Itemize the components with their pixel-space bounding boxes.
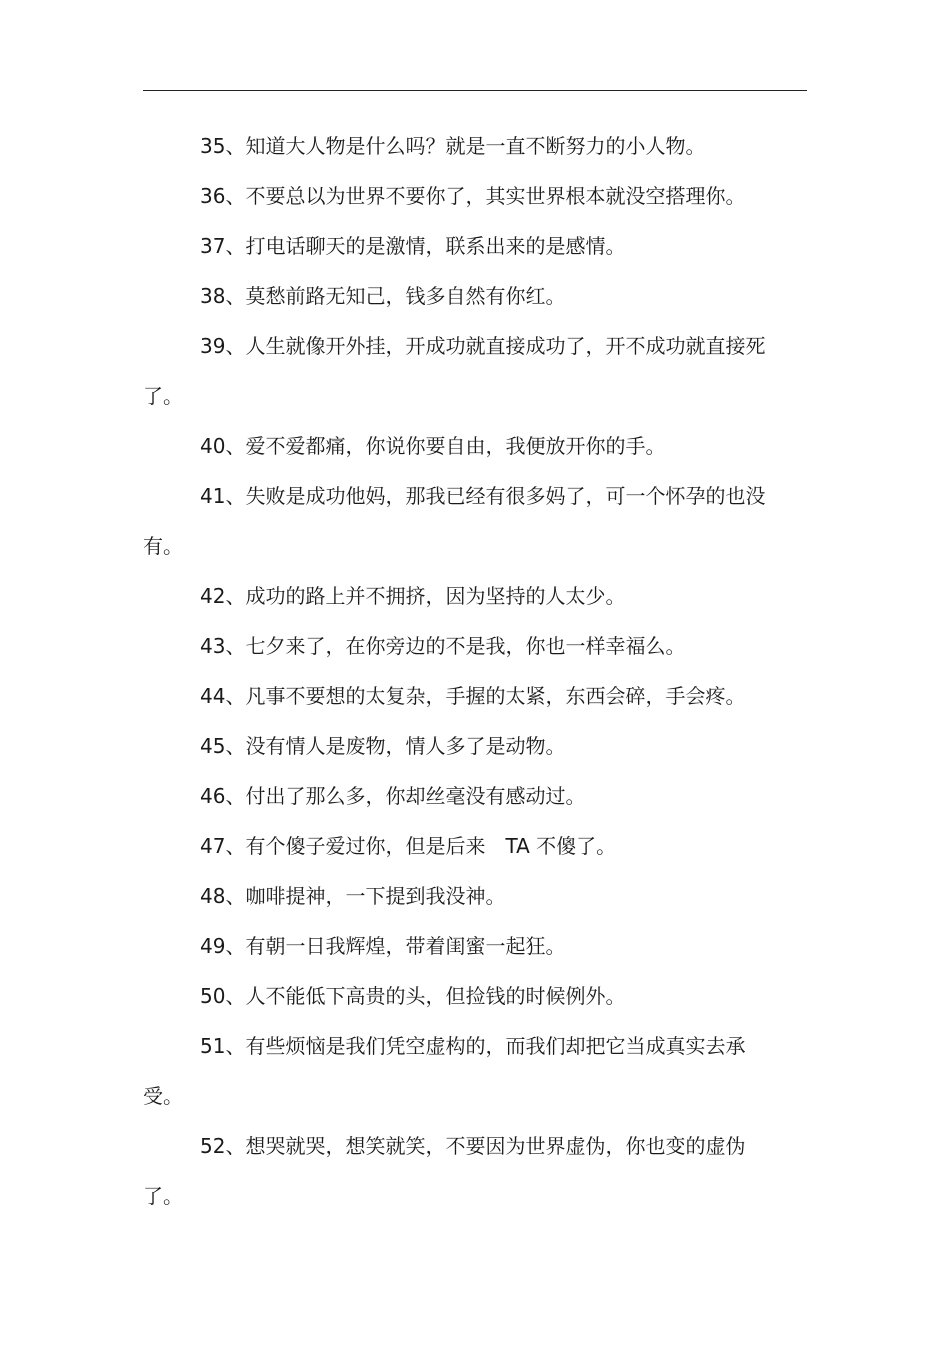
paragraph-51: 51、有些烦恼是我们凭空虚构的，而我们却把它当成真实去承受。	[143, 1034, 746, 1108]
paragraph-50: 50、人不能低下高贵的头，但捡钱的时候例外。	[200, 984, 626, 1008]
document-body	[143, 121, 807, 1221]
paragraph-41: 41、失败是成功他妈，那我已经有很多妈了，可一个怀孕的也没有。	[143, 484, 766, 558]
paragraph-38: 38、莫愁前路无知己，钱多自然有你红。	[200, 284, 566, 308]
paragraph-45: 45、没有情人是废物，情人多了是动物。	[200, 734, 566, 758]
paragraph-52: 52、想哭就哭，想笑就笑，不要因为世界虚伪，你也变的虚伪了。	[143, 1134, 746, 1208]
paragraph-42: 42、成功的路上并不拥挤，因为坚持的人太少。	[200, 584, 626, 608]
paragraph-43: 43、七夕来了，在你旁边的不是我，你也一样幸福么。	[200, 634, 686, 658]
paragraph-49: 49、有朝一日我辉煌，带着闺蜜一起狂。	[200, 934, 566, 958]
paragraph-47: 47、有个傻子爱过你，但是后来 TA 不傻了。	[200, 834, 617, 858]
paragraph-40: 40、爱不爱都痛，你说你要自由，我便放开你的手。	[200, 434, 666, 458]
paragraph-36: 36、不要总以为世界不要你了，其实世界根本就没空搭理你。	[200, 184, 746, 208]
header-rule	[143, 90, 807, 91]
paragraph-44: 44、凡事不要想的太复杂，手握的太紧，东西会碎，手会疼。	[200, 684, 746, 708]
paragraph-37: 37、打电话聊天的是激情，联系出来的是感情。	[200, 234, 626, 258]
paragraph-39: 39、人生就像开外挂，开成功就直接成功了，开不成功就直接死了。	[143, 334, 766, 408]
paragraph-35: 35、知道大人物是什么吗？就是一直不断努力的小人物。	[200, 134, 706, 158]
paragraph-48: 48、咖啡提神，一下提到我没神。	[200, 884, 506, 908]
paragraph-46: 46、付出了那么多，你却丝毫没有感动过。	[200, 784, 586, 808]
